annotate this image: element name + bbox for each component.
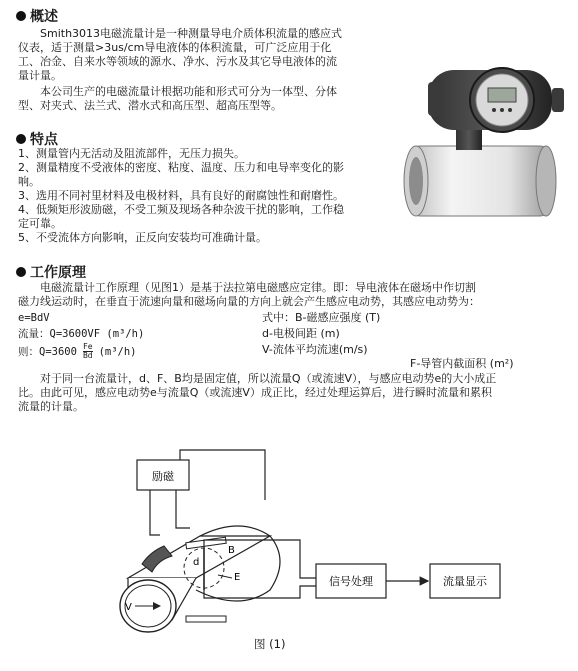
magnetic-field-label: B	[228, 545, 235, 556]
feature-line: 1、测量管内无活动及阻流部件，无压力损失。	[18, 147, 245, 160]
fraction	[83, 343, 93, 360]
feature-line: 定可靠。	[18, 217, 62, 230]
flow-display-label: 流量显示	[443, 575, 487, 588]
definition-b: 式中：B-磁感应强度 (T)	[262, 311, 381, 324]
features-title-text: 特点	[30, 132, 58, 148]
principle-intro-line: 磁力线运动时，在垂直于流速向量和磁场向量的方向上就会产生感应电动势，其感应电动势为：	[18, 295, 480, 308]
flowmeter-product-image	[392, 18, 572, 228]
overview-title-text: 概述	[30, 9, 58, 25]
overview-line: 工、冶金、自来水等领域的源水、净水、污水及其它导电液体的流	[18, 55, 337, 68]
conclusion-line: 比。由此可见，感应电动势e与流量Q（或流速V）成正比，经过处理运算后，进行瞬时流量和累积	[18, 386, 492, 399]
velocity-label: V	[125, 602, 132, 613]
definition-f: F-导管内截面积 (m²)	[410, 357, 514, 370]
feature-line: 响。	[18, 175, 40, 188]
figure-caption: 图 (1)	[254, 637, 286, 651]
emf-label: E	[234, 572, 241, 583]
formula-q-derived-prefix: 则：Q=3600	[18, 345, 77, 358]
fraction-denominator: Bd	[82, 351, 93, 360]
formula-q: 流量：Q=3600VF (m³/h)	[18, 328, 145, 340]
overview-line: 本公司生产的电磁流量计根据功能和形式可分为一体型、分体	[40, 85, 337, 98]
fraction-numerator: Fe	[82, 342, 93, 351]
principle-diagram	[0, 440, 578, 635]
bullet-icon	[16, 134, 26, 144]
overview-line: 型、对夹式、法兰式、潜水式和高压型、超高压型等。	[18, 99, 282, 112]
definition-v: V-流体平均流速(m/s)	[262, 343, 368, 356]
feature-line: 4、低频矩形波励磁，不受工频及现场各种杂波干扰的影响，工作稳	[18, 203, 344, 216]
formula-q-derived-unit: (m³/h)	[98, 345, 137, 358]
overview-line: 仪表，适于测量>3us/cm导电液体的体积流量，可广泛应用于化	[18, 41, 332, 54]
electrode-distance-label: d	[193, 557, 200, 568]
bullet-icon	[16, 11, 26, 21]
bullet-icon	[16, 267, 26, 277]
principle-title	[16, 262, 86, 282]
overview-line: 量计量。	[18, 69, 62, 82]
formula-q-derived	[18, 343, 137, 360]
signal-processing-label: 信号处理	[329, 575, 373, 588]
conclusion-line: 流量的计量。	[18, 400, 84, 413]
feature-line: 3、选用不同衬里材料及电极材料，具有良好的耐腐蚀性和耐磨性。	[18, 189, 344, 202]
overview-line: Smith3013电磁流量计是一种测量导电介质体积流量的感应式	[40, 27, 343, 40]
principle-intro-line: 电磁流量计工作原理（见图1）是基于法拉第电磁感应定律。即：导电液体在磁场中作切割	[40, 281, 476, 294]
feature-line: 2、测量精度不受液体的密度、粘度、温度、压力和电导率变化的影	[18, 161, 344, 174]
formula-e: e=BdV	[18, 312, 50, 324]
overview-title	[16, 6, 58, 26]
excitation-label: 励磁	[152, 470, 174, 483]
feature-line: 5、不受流体方向影响，正反向安装均可准确计量。	[18, 231, 267, 244]
features-title	[16, 129, 58, 149]
definition-d: d-电极间距 (m)	[262, 327, 340, 340]
conclusion-line: 对于同一台流量计，d、F、B均是固定值，所以流量Q（或流速V），与感应电动势e的大小成正	[40, 372, 497, 385]
principle-title-text: 工作原理	[30, 265, 86, 281]
